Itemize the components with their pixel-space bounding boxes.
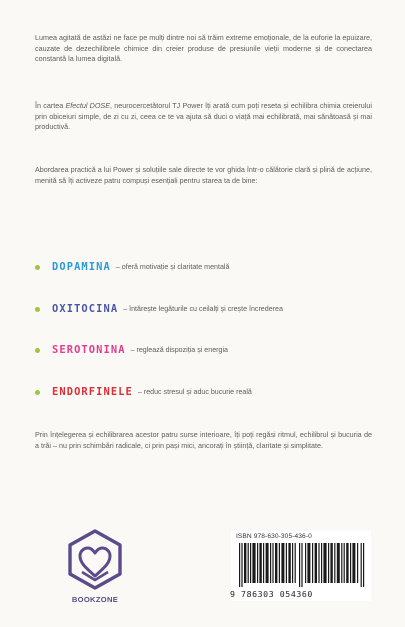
compound-name: SEROTONINA — [52, 344, 126, 356]
bullet-dot-icon — [35, 348, 40, 353]
compound-description: – întărește legăturile cu ceilalți și crește încrederea — [123, 305, 283, 313]
barcode-bars-icon — [239, 543, 367, 587]
compound-item-serotonina — [35, 342, 380, 358]
book-heart-logo-icon — [64, 528, 126, 594]
publisher-name: BOOKZONE — [71, 595, 119, 604]
intro-paragraph: Lumea agitată de astăzi ne face pe mulți dintre noi să trăim extreme emoționale, de la euforie la epuizare, cauzate de dezechilibrele chimice din creier produse de presiunile vieții moderne și de conectarea constantă la lumea digitală. — [35, 33, 372, 64]
description-body: , neurocercetătorul TJ Power îți arată cum poți reseta și echilibra chimia creierului prin obiceiuri simple, de zi cu zi, ceea ce te va ajuta să duci o viață mai echilibrată, mai sănătoasă și mai productivă. — [35, 101, 372, 132]
bullet-dot-icon — [35, 390, 40, 395]
book-description-paragraph — [35, 101, 372, 133]
compound-description: – reduc stresul și aduc bucurie reală — [137, 388, 252, 396]
bullet-dot-icon — [35, 265, 40, 270]
compound-item-endorfinele — [35, 384, 380, 400]
book-title: Efectul DOSE — [65, 101, 111, 110]
compound-name: OXITOCINA — [52, 303, 119, 315]
compound-item-oxitocina — [35, 301, 380, 317]
bullet-dot-icon — [35, 307, 40, 312]
compound-description: – reglează dispoziția și energia — [130, 346, 228, 354]
compound-item-dopamina — [35, 259, 380, 275]
barcode-digits: 9 786303 054360 — [230, 589, 313, 599]
isbn-label: ISBN 978-630-305-436-0 — [236, 533, 312, 540]
closing-paragraph: Prin înțelegerea și echilibrarea acestor patru surse interioare, îți poți regăsi ritmul, echilibrul și bucuria de a trăi – nu prin schimbări radicale, ci prin pași mici, ancorați în știință, claritate și simplitate. — [35, 430, 372, 450]
approach-paragraph: Abordarea practică a lui Power și soluțiile sale directe te vor ghida într-o călătorie clară și plină de acțiune, menită să îți activeze patru compuși esențiali pentru starea ta de bine: — [35, 165, 372, 185]
description-lead: În cartea — [35, 101, 66, 110]
compound-name: DOPAMINA — [52, 261, 111, 273]
compound-description: – oferă motivație și claritate mentală — [115, 263, 230, 271]
compound-name: ENDORFINELE — [52, 386, 133, 398]
